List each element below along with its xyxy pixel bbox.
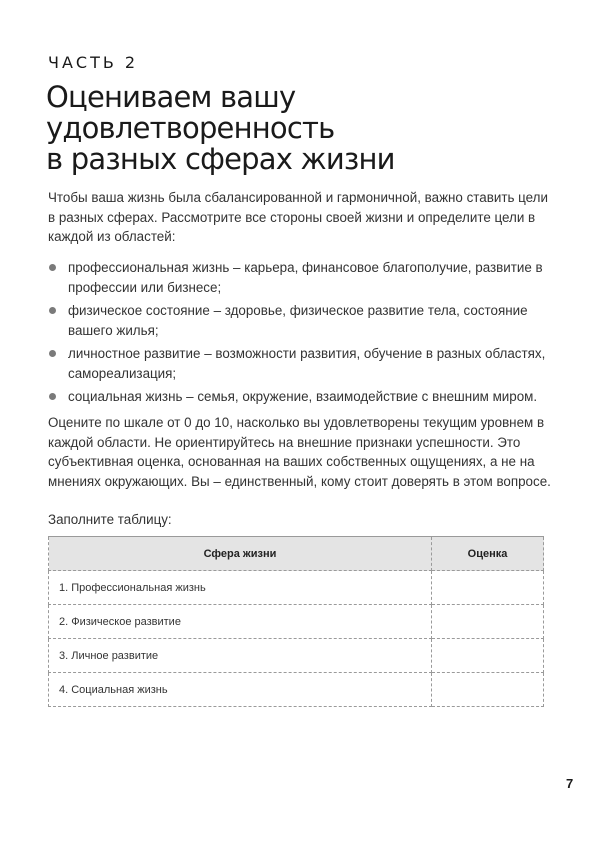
score-cell[interactable] [432,571,544,605]
area-cell: 2. Физическое развитие [49,605,432,639]
header-score: Оценка [432,537,544,571]
rating-table [48,536,544,707]
list-item [48,387,558,407]
life-areas-list [48,258,558,411]
instructions-paragraph: Оцените по шкале от 0 до 10, насколько вы удовлетворены текущим уровнем в каждой области. Не ориентируйтесь на внешние признаки успешности. Это субъективная оценка, основанная на ваших собственных ощущениях, а не на мнениях окружающих. Вы – единственный, кому стоит доверять в этом вопросе. [48,415,551,489]
part-label: ЧАСТЬ 2 [48,53,139,72]
area-cell: 4. Социальная жизнь [49,673,432,707]
bullet-dot-icon [49,393,56,400]
list-item [48,344,558,383]
page-title [46,82,566,175]
list-item [48,258,558,297]
area-cell: 1. Профессиональная жизнь [49,571,432,605]
table-row [49,639,544,673]
table-row [49,605,544,639]
score-cell[interactable] [432,605,544,639]
bullet-dot-icon [49,264,56,271]
table-row [49,571,544,605]
bullet-dot-icon [49,307,56,314]
title-line-2: удовлетворенность [46,111,335,145]
page-number: 7 [566,776,574,791]
list-item [48,301,558,340]
list-item-text: профессиональная жизнь – карьера, финансовое благополучие, развитие в профессии или бизнесе; [68,260,543,295]
list-item-text: личностное развитие – возможности развития, обучение в разных областях, самореализация; [68,346,546,381]
intro-paragraph: Чтобы ваша жизнь была сбалансированной и гармоничной, важно ставить цели в разных сферах. Рассмотрите все стороны своей жизни и определите цели в каждой из областей: [48,190,548,244]
area-cell: 3. Личное развитие [49,639,432,673]
title-line-3: в разных сферах жизни [46,142,395,176]
fill-table-label: Заполните таблицу: [48,512,172,527]
header-life-area: Сфера жизни [49,537,432,571]
table-row [49,673,544,707]
score-cell[interactable] [432,639,544,673]
score-cell[interactable] [432,673,544,707]
title-line-1: Оцениваем вашу [46,80,296,114]
list-item-text: социальная жизнь – семья, окружение, взаимодействие с внешним миром. [68,389,538,404]
table-header-row [49,537,544,571]
bullet-dot-icon [49,350,56,357]
list-item-text: физическое состояние – здоровье, физическое развитие тела, состояние вашего жилья; [68,303,528,338]
